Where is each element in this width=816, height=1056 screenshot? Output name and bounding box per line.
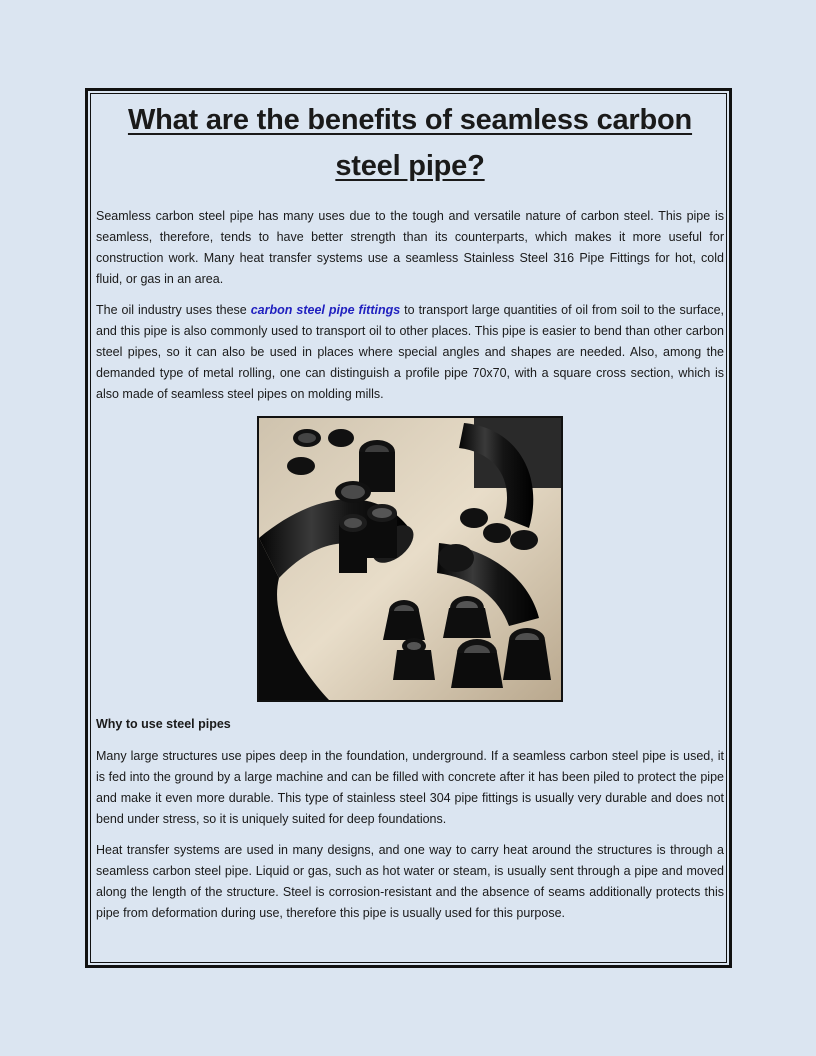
section-heading: Why to use steel pipes bbox=[96, 717, 231, 731]
paragraph-1: Seamless carbon steel pipe has many uses due to the tough and versatile nature of carbon steel. This pipe is seamless, therefore, tends to have better strength than its counterparts, which makes it more useful for construction work. Many heat transfer systems use a seamless Stainless Steel 316 Pipe Fittings for hot, cold fluid, or gas in an area. bbox=[96, 209, 724, 286]
pipe-fittings-illustration bbox=[259, 418, 561, 700]
pipe-fittings-photo bbox=[257, 416, 563, 702]
paragraph-2-intro: The oil industry uses these bbox=[96, 303, 251, 317]
page-title: What are the benefits of seamless carbon steel pipe? bbox=[127, 104, 693, 182]
carbon-steel-pipe-fittings-link[interactable]: carbon steel pipe fittings bbox=[250, 303, 401, 317]
paragraph-3: Many large structures use pipes deep in the foundation, underground. If a seamless carbon steel pipe is used, it is fed into the ground by a large machine and can be filled with concrete after it has been piled to protect the pipe and make it even more durable. This type of stainless steel 304 pipe fittings is usually very durable and does not bend under stress, so it is uniquely suited for deep foundations. bbox=[96, 749, 724, 826]
paragraph-2 bbox=[96, 300, 724, 405]
paragraph-2-rest: to transport large quantities of oil from soil to the surface, and this pipe is also commonly used to transport oil to other places. This pipe is easier to bend than other carbon steel pipes, so it can also be used in places where special angles and shapes are needed. Also, among the demanded type of metal rolling, one can distinguish a profile pipe 70x70, with a square cross section, which is also made of seamless steel pipes on molding mills. bbox=[96, 303, 724, 401]
paragraph-4: Heat transfer systems are used in many designs, and one way to carry heat around the structures is through a seamless carbon steel pipe. Liquid or gas, such as hot water or steam, is usually sent through a pipe and moved along the length of the structure. Steel is corrosion-resistant and the absence of seams additionally protects this pipe from deformation during use, therefore this pipe is usually used for this purpose. bbox=[96, 843, 724, 920]
document-body bbox=[96, 97, 724, 934]
middle-elbow-opening bbox=[438, 544, 474, 572]
